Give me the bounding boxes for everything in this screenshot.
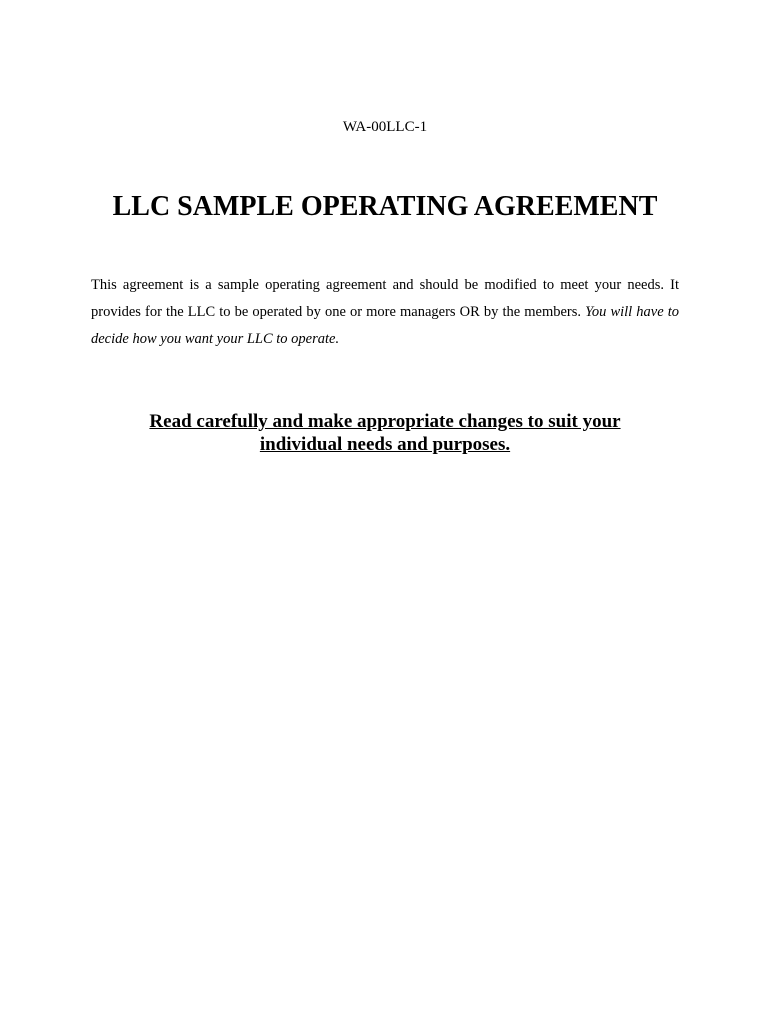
form-id: WA-00LLC-1 bbox=[342, 119, 428, 135]
notice-heading: Read carefully and make appropriate changes to suit your individual needs and purposes. bbox=[149, 411, 621, 455]
intro-text: This agreement is a sample operating agreement and should be modified to meet your needs. It provides for the LLC to be operated by one or more managers OR by the members. bbox=[91, 277, 679, 320]
intro-italic-text: You will have to decide how you want your LLC to operate. bbox=[91, 304, 680, 347]
intro-paragraph bbox=[91, 272, 679, 353]
document-title: LLC SAMPLE OPERATING AGREEMENT bbox=[112, 191, 658, 222]
